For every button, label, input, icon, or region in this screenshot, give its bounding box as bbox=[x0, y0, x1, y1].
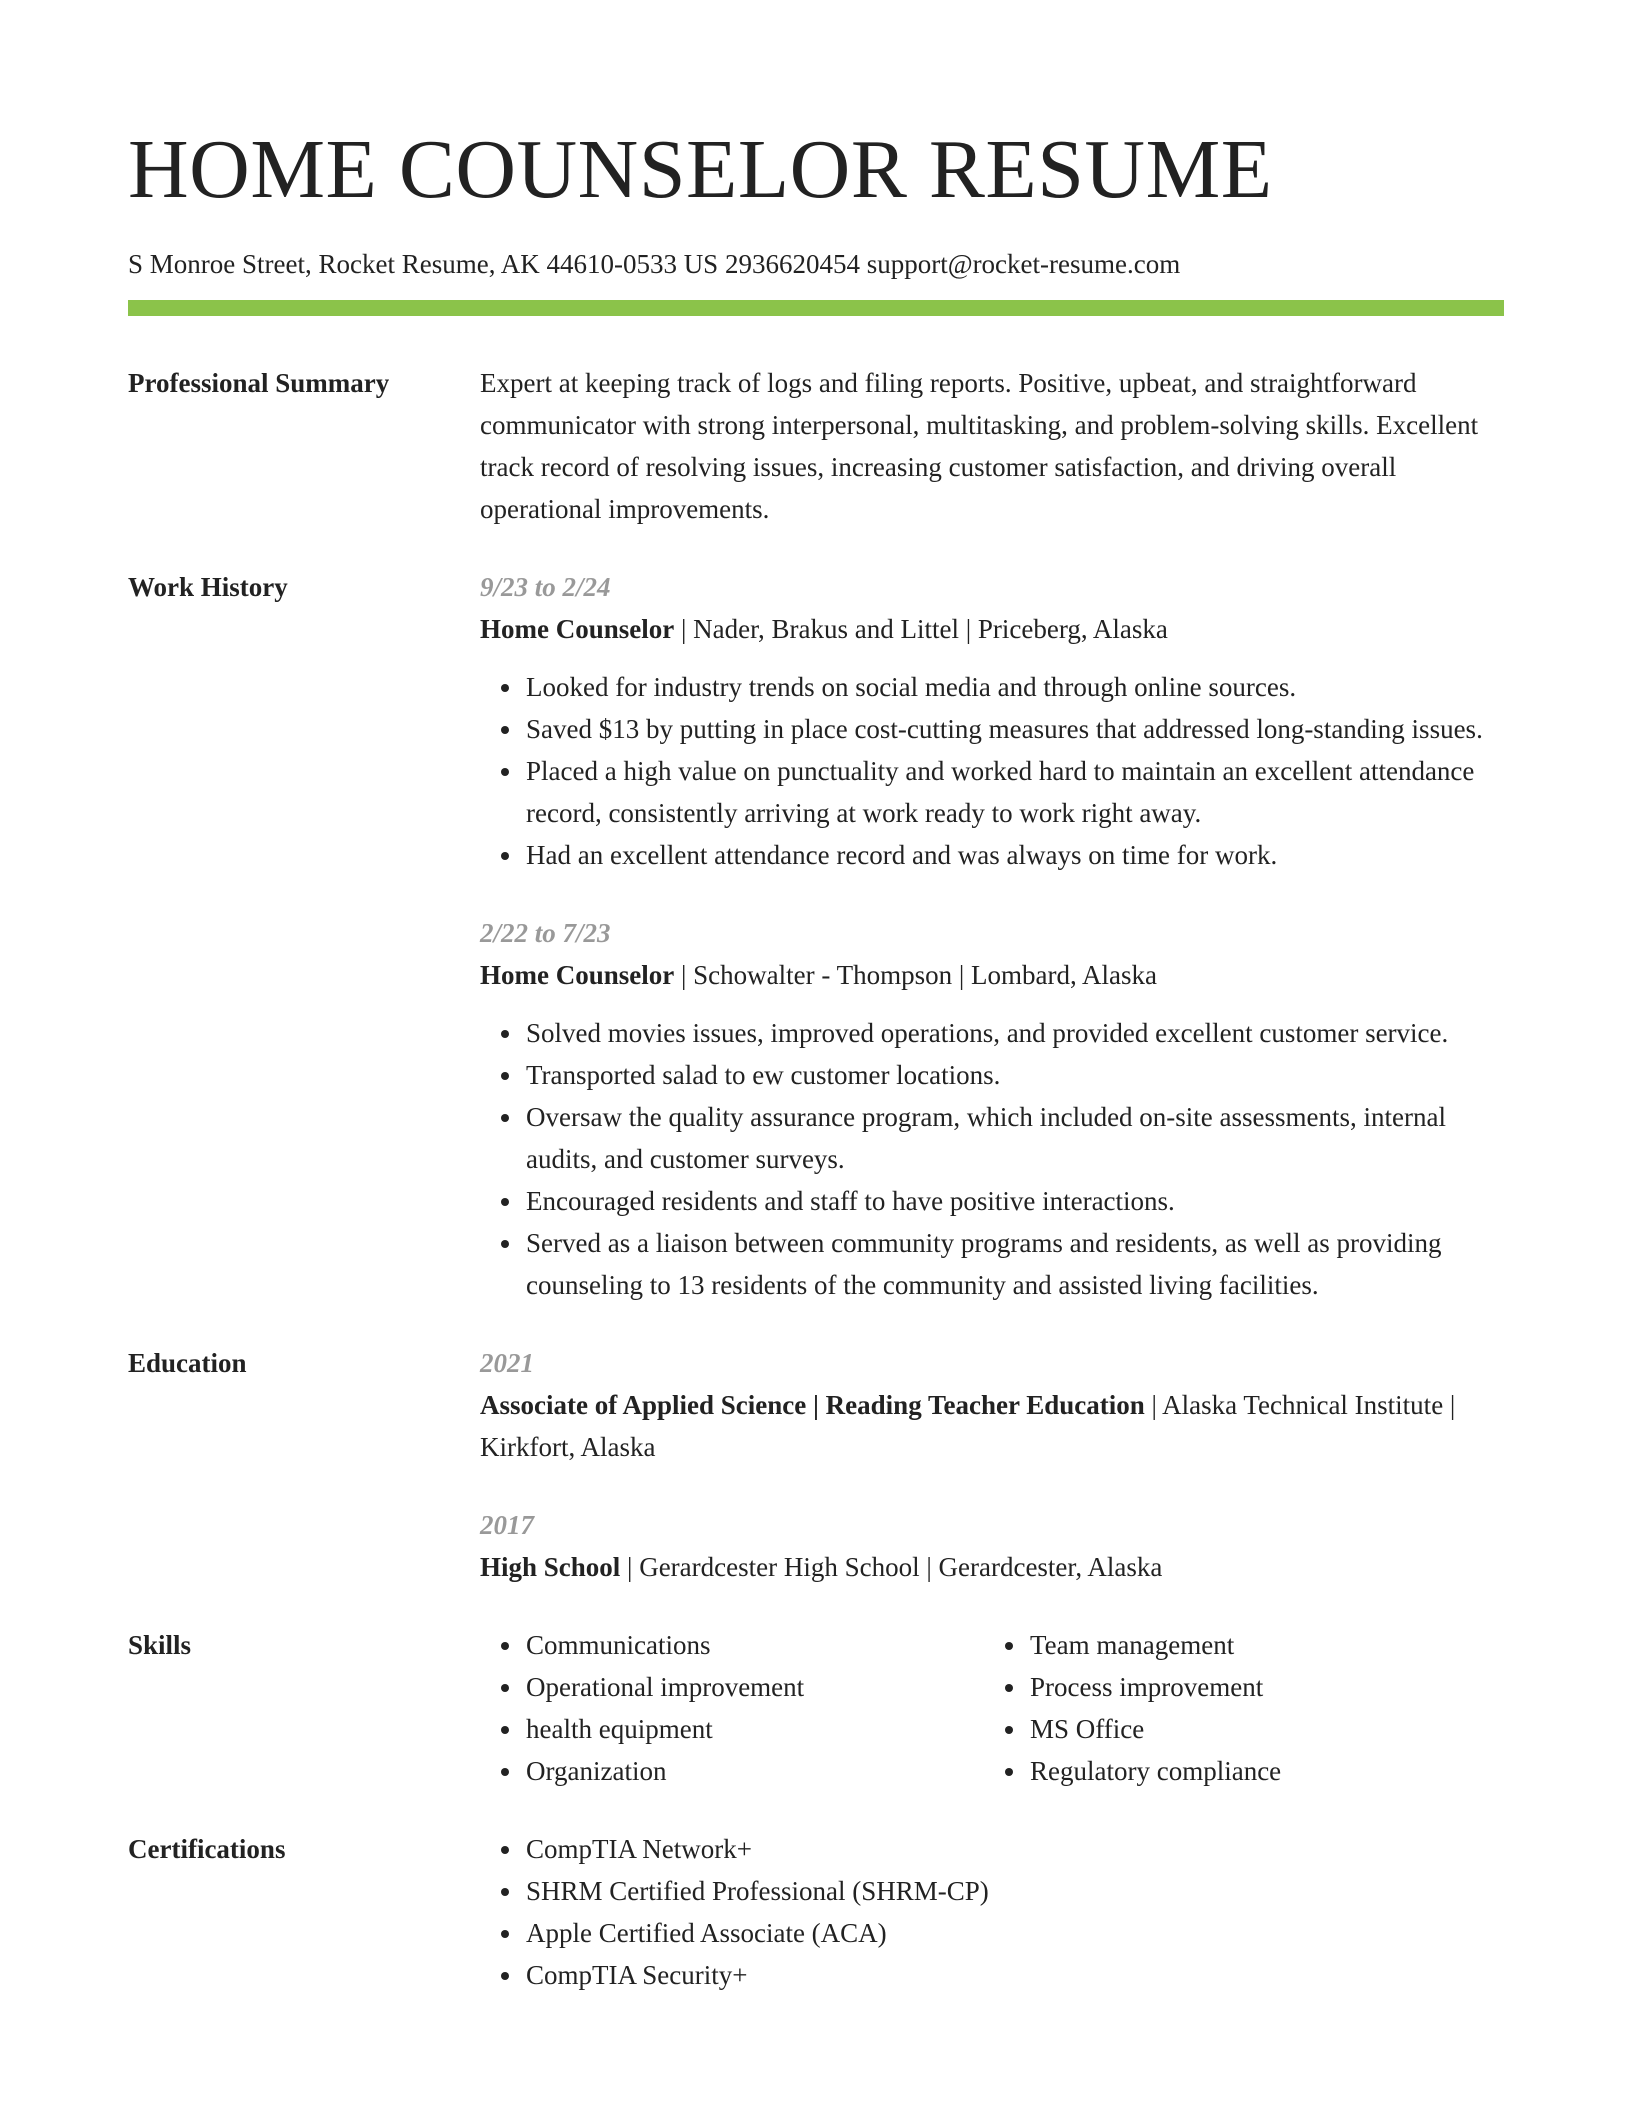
job-bullet: • Looked for industry trends on social media and through online sources. bbox=[524, 666, 1504, 708]
education-degree: Associate of Applied Science | Reading Teacher Education bbox=[480, 1390, 1145, 1420]
certifications-section bbox=[128, 1828, 1504, 1996]
contact-line: S Monroe Street, Rocket Resume, AK 44610-0533 US 2936620454 support@rocket-resume.com bbox=[128, 249, 1181, 279]
job-entry bbox=[480, 566, 1504, 876]
certification-item: • CompTIA Security+ bbox=[524, 1954, 1504, 1996]
skill-item: • Team management bbox=[1028, 1624, 1488, 1666]
education-body bbox=[480, 1342, 1504, 1588]
skill-item: • Regulatory compliance bbox=[1028, 1750, 1488, 1792]
job-bullet: • Oversaw the quality assurance program, which included on-site assessments, internal audits, and customer surveys. bbox=[524, 1096, 1504, 1180]
education-details: | Gerardcester High School | Gerardcester, Alaska bbox=[620, 1552, 1163, 1582]
job-heading bbox=[480, 954, 1504, 996]
section-label-certifications: Certifications bbox=[128, 1834, 286, 1864]
job-bullet: • Encouraged residents and staff to have positive interactions. bbox=[524, 1180, 1504, 1222]
work-history-body bbox=[480, 566, 1504, 1306]
education-section bbox=[128, 1342, 1504, 1588]
accent-divider bbox=[128, 300, 1504, 316]
job-bullet: • Placed a high value on punctuality and worked hard to maintain an excellent attendance record, consistently arriving at work ready to work right away. bbox=[524, 750, 1504, 834]
section-label-work-history: Work History bbox=[128, 572, 288, 602]
skills-grid bbox=[480, 1624, 1504, 1792]
job-bullets bbox=[480, 666, 1504, 876]
certification-list bbox=[480, 1828, 1504, 1996]
education-entry bbox=[480, 1342, 1504, 1468]
job-bullet: • Solved movies issues, improved operations, and provided excellent customer service. bbox=[524, 1012, 1504, 1054]
job-bullet: • Saved $13 by putting in place cost-cutting measures that addressed long-standing issues. bbox=[524, 708, 1504, 750]
skill-item: • Process improvement bbox=[1028, 1666, 1488, 1708]
job-bullets bbox=[480, 1012, 1504, 1306]
skills-body bbox=[480, 1624, 1504, 1792]
skills-section bbox=[128, 1624, 1504, 1792]
skill-item: • Organization bbox=[524, 1750, 984, 1792]
certifications-body bbox=[480, 1828, 1504, 1996]
section-label-summary: Professional Summary bbox=[128, 368, 390, 398]
skill-item: • Operational improvement bbox=[524, 1666, 984, 1708]
job-bullet: • Served as a liaison between community programs and residents, as well as providing counseling to 13 residents of the community and assisted living facilities. bbox=[524, 1222, 1504, 1306]
education-degree: High School bbox=[480, 1552, 621, 1582]
skills-column-left bbox=[480, 1624, 984, 1792]
job-title: Home Counselor bbox=[480, 614, 675, 644]
resume-sections bbox=[128, 362, 1504, 1996]
certification-item: • CompTIA Network+ bbox=[524, 1828, 1504, 1870]
education-heading bbox=[480, 1384, 1504, 1468]
job-bullet: • Transported salad to ew customer locations. bbox=[524, 1054, 1504, 1096]
job-title: Home Counselor bbox=[480, 960, 675, 990]
summary-section bbox=[128, 362, 1504, 530]
section-label-skills: Skills bbox=[128, 1630, 192, 1660]
resume-title: HOME COUNSELOR RESUME bbox=[128, 123, 1273, 216]
job-details: | Nader, Brakus and Littel | Priceberg, Alaska bbox=[674, 614, 1168, 644]
education-year: 2017 bbox=[480, 1510, 534, 1540]
work-history-section bbox=[128, 566, 1504, 1306]
education-heading bbox=[480, 1546, 1504, 1588]
skill-item: • Communications bbox=[524, 1624, 984, 1666]
skill-item: • MS Office bbox=[1028, 1708, 1488, 1750]
job-heading bbox=[480, 608, 1504, 650]
education-details: | Alaska Technical Institute | Kirkfort, Alaska bbox=[480, 1390, 1456, 1462]
summary-text: Expert at keeping track of logs and filing reports. Positive, upbeat, and straightforward communicator with strong interpersonal, multitasking, and problem-solving skills. Excellent track record of resolving issues, increasing customer satisfaction, and driving overall operational improvements. bbox=[480, 368, 1479, 524]
skill-item: • health equipment bbox=[524, 1708, 984, 1750]
job-bullet: • Had an excellent attendance record and was always on time for work. bbox=[524, 834, 1504, 876]
certification-item: • SHRM Certified Professional (SHRM-CP) bbox=[524, 1870, 1504, 1912]
education-entry bbox=[480, 1504, 1504, 1588]
job-dates: 2/22 to 7/23 bbox=[480, 918, 611, 948]
job-entry bbox=[480, 912, 1504, 1306]
section-label-education: Education bbox=[128, 1348, 247, 1378]
summary-body bbox=[480, 362, 1504, 530]
job-details: | Schowalter - Thompson | Lombard, Alaska bbox=[674, 960, 1157, 990]
skills-column-right bbox=[984, 1624, 1488, 1792]
education-year: 2021 bbox=[480, 1348, 534, 1378]
certification-item: • Apple Certified Associate (ACA) bbox=[524, 1912, 1504, 1954]
job-dates: 9/23 to 2/24 bbox=[480, 572, 611, 602]
